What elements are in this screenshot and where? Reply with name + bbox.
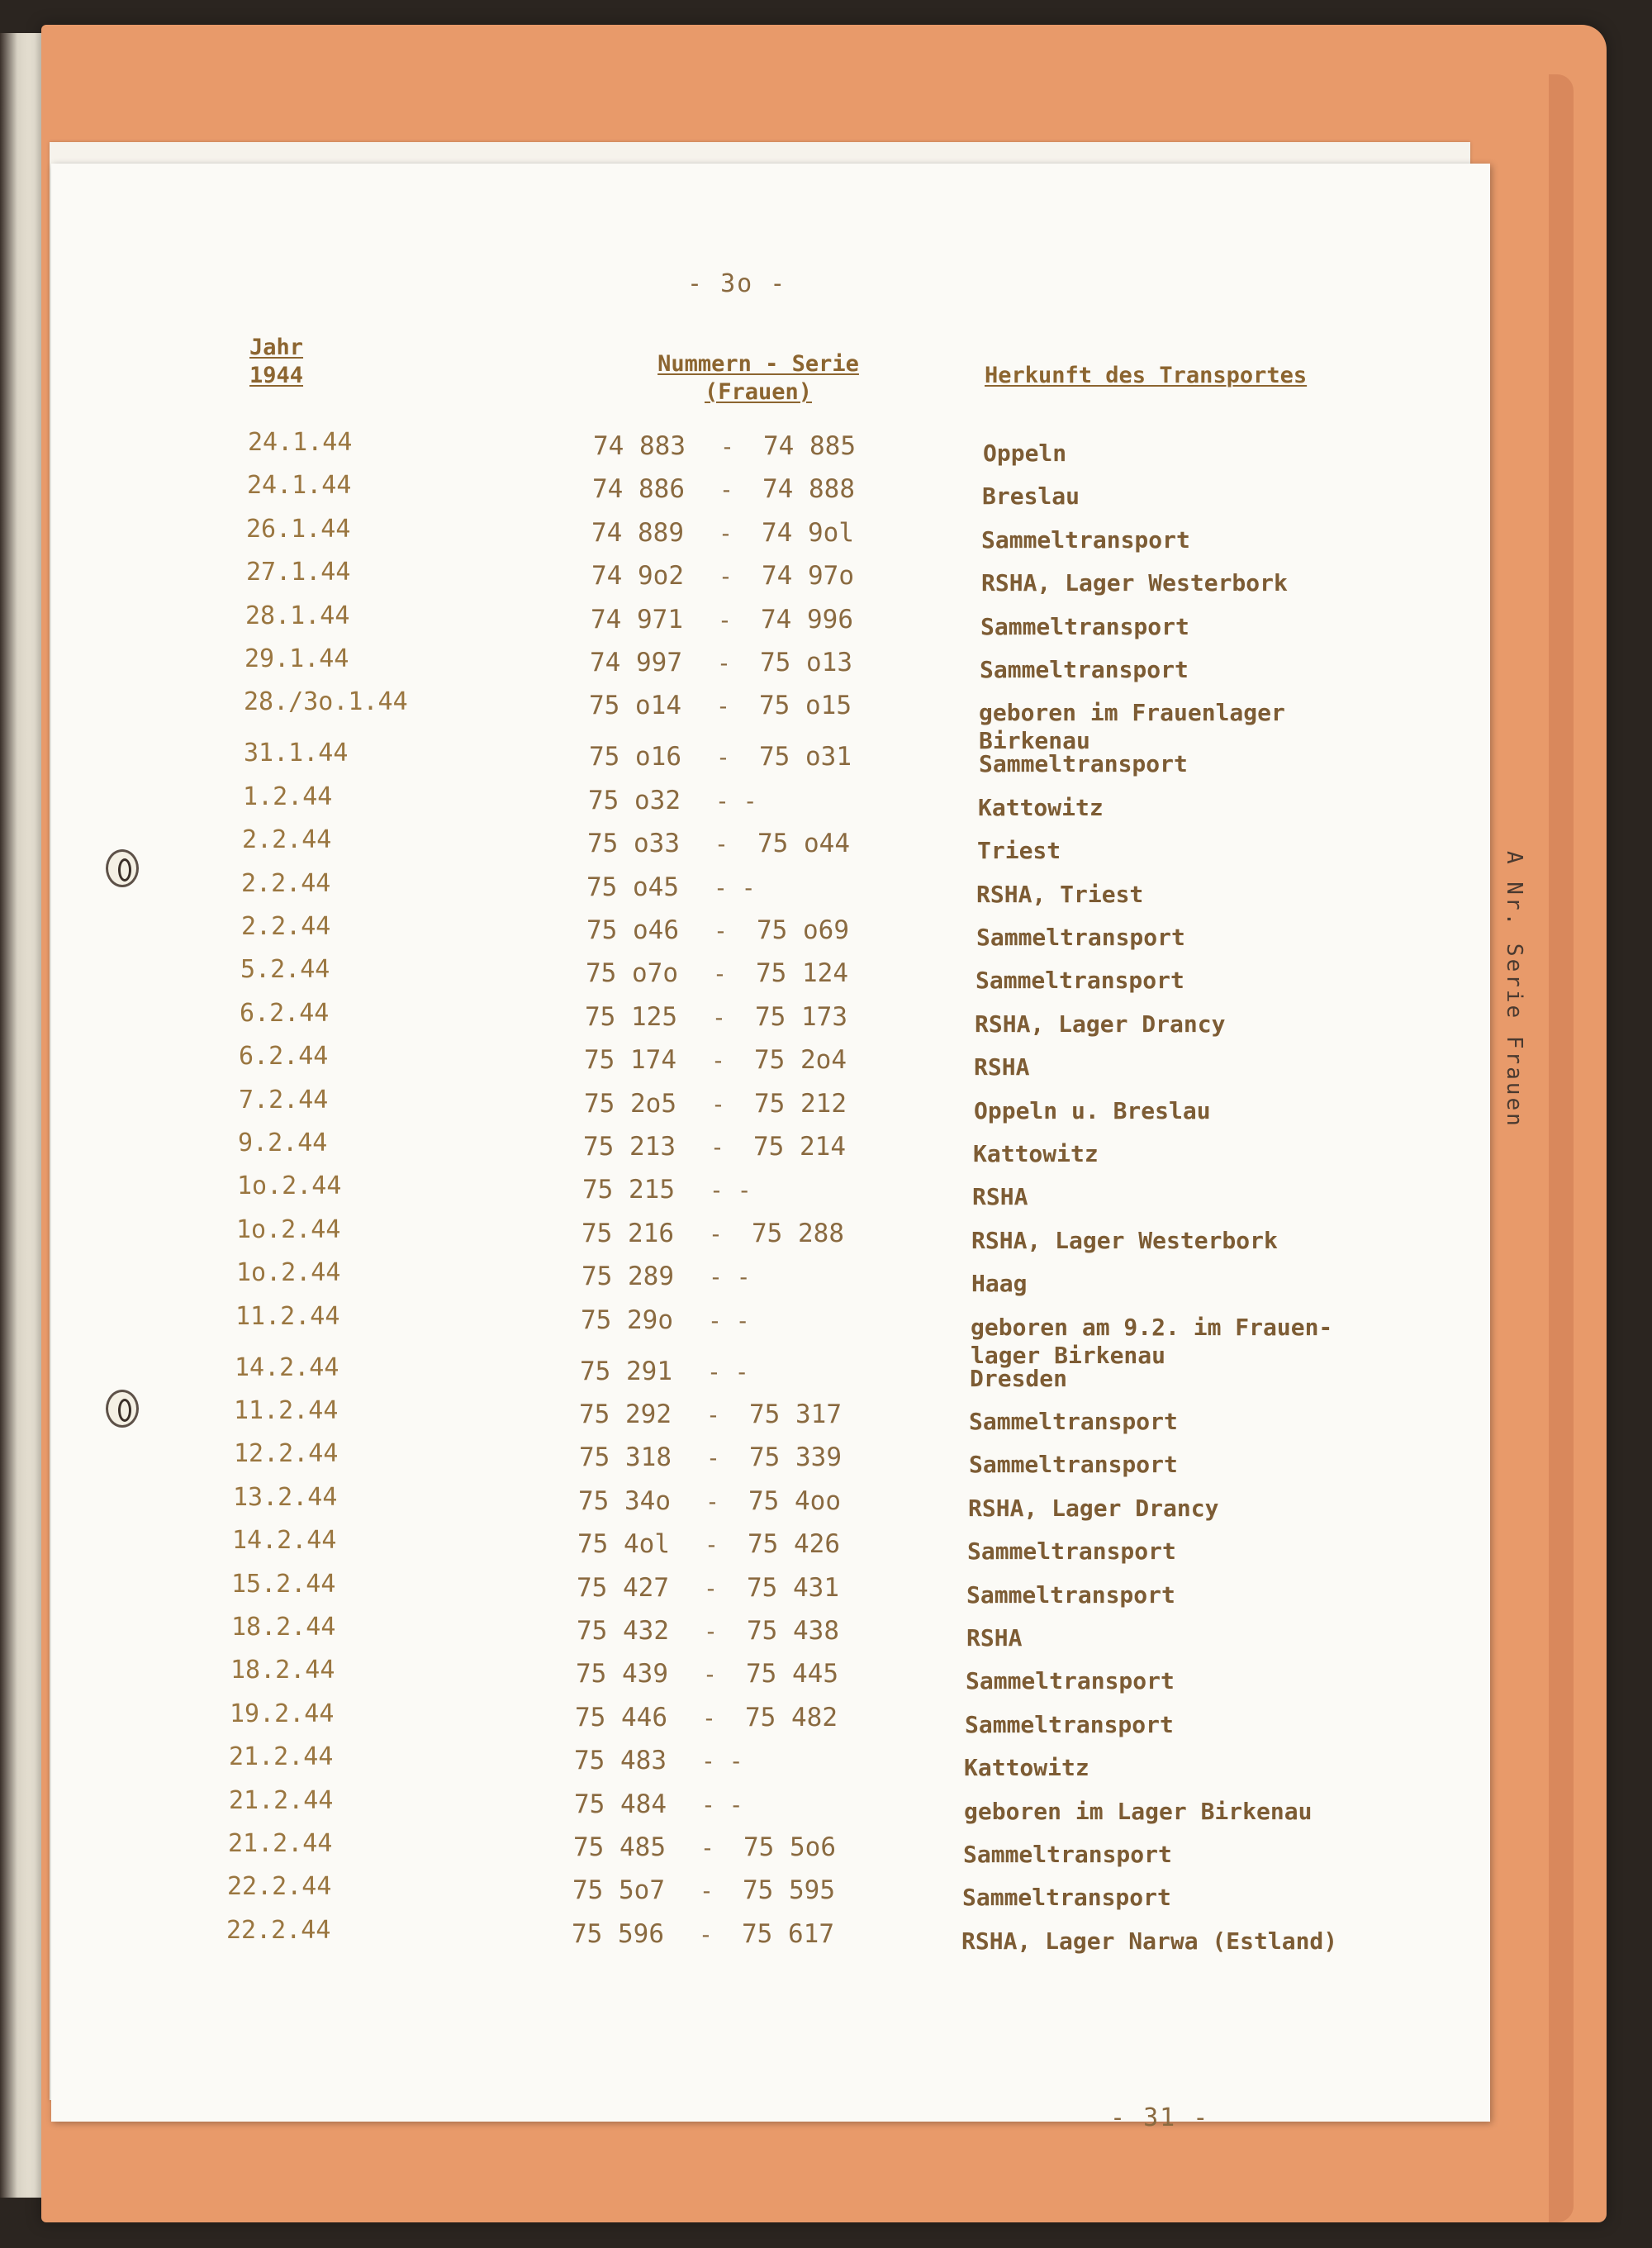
row-number-to: 75 339 [749,1442,842,1473]
row-separator: - [716,744,730,772]
row-number-from: 74 9o2 [591,561,684,592]
table-row [51,1042,1490,1085]
row-number-to: 74 885 [763,431,856,461]
row-date: 27.1.44 [246,558,351,587]
row-number-from: 75 289 [582,1262,674,1292]
row-number-to: 75 431 [747,1572,839,1603]
row-origin: Kattowitz [964,1754,1089,1782]
row-origin: RSHA, Triest [976,880,1144,908]
row-number-from: 75 125 [585,1001,677,1032]
row-separator: - [711,1047,725,1075]
row-date: 22.2.44 [227,1872,332,1902]
row-number-to: 75 288 [752,1218,844,1248]
row-date: 14.2.44 [232,1526,337,1556]
row-number-from: 75 5o7 [572,1875,665,1906]
row-number-from: 75 o46 [586,915,679,945]
header-numbers [626,350,890,406]
row-date: 7.2.44 [239,1085,329,1114]
row-number-from: 75 o7o [586,958,678,989]
row-number-from: 75 34o [578,1485,671,1516]
row-number-from: 75 o14 [589,691,681,721]
row-number-to: 74 9ol [762,517,854,548]
row-date: 26.1.44 [246,514,351,544]
row-number-from: 75 485 [573,1832,666,1862]
folder-edge [1549,74,1574,2222]
row-origin: RSHA, Lager Drancy [975,1010,1226,1038]
header-numbers-line1: Nummern - Serie [657,351,859,377]
table-row [51,825,1490,868]
table-row [51,1396,1490,1439]
row-origin: Sammeltransport [966,1667,1175,1695]
row-number-to: 75 4oo [748,1485,841,1516]
row-separator: - [716,692,730,720]
row-origin: Sammeltransport [969,1408,1178,1435]
table-row [51,1872,1490,1915]
row-origin: Triest [977,837,1061,865]
table-row [51,471,1490,514]
row-number-to: 75 2o4 [754,1045,847,1076]
table-row [51,1570,1490,1613]
row-separator: - - [710,1176,752,1205]
table-row [51,999,1490,1042]
row-number-from: 75 215 [582,1175,675,1205]
table-row [51,1129,1490,1172]
row-separator: - [705,1487,719,1515]
row-origin: Sammeltransport [965,1710,1174,1738]
table-row [51,428,1490,471]
row-separator: - - [714,873,756,901]
row-number-from: 75 o32 [588,785,681,815]
header-origin [985,362,1307,390]
row-date: 2.2.44 [241,868,331,898]
document-page [51,164,1490,2132]
table-row [51,782,1490,825]
row-origin: Sammeltransport [976,967,1184,995]
row-origin: Sammeltransport [969,1451,1178,1479]
row-origin: Oppeln u. Breslau [974,1096,1211,1124]
table-row [51,1353,1490,1396]
header-origin-text: Herkunft des Transportes [985,363,1308,388]
row-origin: RSHA [966,1624,1023,1652]
row-separator: - [714,917,728,944]
row-date: 18.2.44 [231,1613,336,1642]
row-number-from: 74 889 [591,517,684,548]
page-number-top: - 3o - [687,269,787,298]
row-number-to: 75 426 [748,1529,840,1560]
row-number-from: 75 439 [576,1659,668,1690]
row-origin: RSHA, Lager Westerbork [981,569,1288,597]
row-separator: - - [707,1357,749,1385]
row-number-from: 75 29o [581,1305,673,1335]
row-number-from: 75 174 [584,1045,676,1076]
row-number-to: 75 o13 [760,648,852,677]
header-year-line2: 1944 [249,363,304,388]
row-number-from: 75 446 [575,1702,667,1732]
row-date: 29.1.44 [244,644,349,673]
row-separator: - [702,1704,716,1732]
table-row [51,912,1490,955]
row-number-to: 75 212 [754,1088,847,1119]
row-separator: - [714,830,729,858]
row-origin: RSHA, Lager Narwa (Estland) [961,1927,1338,1955]
row-date: 9.2.44 [238,1129,328,1157]
row-date: 11.2.44 [234,1396,339,1425]
row-separator: - [719,476,733,504]
row-origin: Oppeln [983,440,1067,467]
row-number-from: 75 483 [574,1746,667,1776]
table-row [51,1172,1490,1214]
row-origin: Sammeltransport [981,525,1190,554]
row-origin: geboren am 9.2. im Frauen-lager Birkenau [971,1313,1333,1369]
row-separator: - - [708,1306,750,1334]
row-origin: geboren im Frauenlager Birkenau [979,699,1285,755]
table-row [51,1916,1490,1959]
row-number-from: 75 2o5 [584,1088,676,1119]
row-origin: Sammeltransport [966,1580,1175,1609]
row-date: 21.2.44 [228,1829,333,1858]
folder-side-label: A Nr. Serie Frauen [1502,851,1526,1129]
row-origin: RSHA [974,1053,1030,1081]
row-origin: Sammeltransport [979,750,1188,778]
row-number-to: 75 317 [749,1400,842,1429]
table-row [51,1215,1490,1258]
table-row [51,1699,1490,1742]
row-separator: - [704,1618,718,1645]
row-separator: - [709,1219,723,1248]
row-separator: - [705,1531,719,1559]
table-row [51,515,1490,558]
binder-hole-upper [106,849,139,887]
row-date: 18.2.44 [230,1656,335,1685]
row-date: 12.2.44 [234,1439,339,1469]
row-separator: - [712,1003,726,1031]
row-separator: - [700,1877,714,1905]
row-origin: Kattowitz [978,793,1104,821]
row-number-from: 74 997 [590,648,682,677]
table-row [51,1786,1490,1829]
table-row [51,558,1490,601]
row-number-to: 75 214 [753,1132,846,1162]
row-date: 13.2.44 [233,1482,338,1512]
row-separator: - - [715,787,757,815]
row-origin: Kattowitz [973,1140,1099,1167]
page-number-bottom: - 31 - [1110,2103,1210,2132]
row-number-to: 75 5o6 [743,1832,836,1862]
row-origin: RSHA, Lager Westerbork [971,1226,1278,1254]
row-number-to: 74 996 [761,604,853,634]
row-date: 14.2.44 [235,1352,339,1382]
row-number-from: 75 o45 [586,872,679,902]
table-row [51,601,1490,644]
row-origin: Breslau [982,482,1080,511]
row-number-to: 74 888 [762,474,855,505]
row-number-to: 75 o15 [759,691,852,721]
row-number-to: 75 o44 [757,829,850,859]
row-origin: Sammeltransport [962,1884,1171,1912]
table-row [51,739,1490,782]
row-separator: - [710,1134,724,1161]
row-number-from: 75 4ol [577,1529,670,1560]
row-separator: - [703,1661,717,1689]
row-separator: - [706,1444,720,1472]
row-number-from: 75 432 [577,1616,669,1646]
row-origin: RSHA [972,1183,1028,1211]
row-date: 28./3o.1.44 [244,687,408,717]
row-date: 28.1.44 [245,601,350,630]
row-origin: RSHA, Lager Drancy [968,1494,1219,1522]
row-date: 2.2.44 [242,825,332,855]
row-number-to: 75 595 [743,1875,835,1906]
row-separator: - - [701,1747,743,1775]
row-number-from: 75 596 [572,1918,664,1949]
row-separator: - [720,433,734,460]
row-origin: Sammeltransport [963,1841,1172,1868]
header-numbers-line2: (Frauen) [704,379,813,405]
row-origin: geboren im Lager Birkenau [964,1797,1313,1825]
table-row [51,1613,1490,1656]
row-separator: - [713,960,727,988]
row-origin: Sammeltransport [980,656,1189,683]
row-number-to: 75 445 [746,1659,838,1690]
row-date: 6.2.44 [239,1042,329,1072]
row-date: 1.2.44 [243,782,333,811]
row-number-to: 75 o31 [759,742,852,772]
row-number-from: 75 484 [574,1789,667,1819]
table-row [51,1439,1490,1482]
row-number-to: 75 o69 [757,915,849,945]
row-date: 31.1.44 [244,739,349,768]
table-row [51,1483,1490,1526]
row-number-from: 74 886 [592,474,685,505]
header-year-line1: Jahr [249,335,304,360]
table-row [51,955,1490,998]
row-separator: - [719,563,733,591]
table-row [51,1656,1490,1699]
row-number-from: 75 427 [577,1572,669,1603]
row-number-from: 75 291 [580,1356,672,1386]
table-row [51,1829,1490,1872]
row-date: 22.2.44 [226,1915,331,1945]
row-number-from: 74 883 [593,431,686,461]
row-separator: - [706,1401,720,1428]
row-origin: Sammeltransport [976,924,1185,951]
row-date: 1o.2.44 [237,1172,342,1201]
row-separator: - [717,649,731,677]
row-number-from: 74 971 [591,604,683,634]
row-number-to: 74 97o [762,561,854,592]
row-date: 6.2.44 [240,998,330,1028]
row-separator: - - [709,1263,751,1291]
row-separator: - [711,1090,725,1118]
table-row [51,1086,1490,1129]
row-separator: - [719,519,733,547]
row-separator: - [704,1574,718,1602]
row-separator: - [718,606,732,634]
table-row [51,644,1490,687]
row-separator: - [700,1834,714,1861]
table-row [51,869,1490,912]
row-number-from: 75 o33 [587,829,680,859]
row-date: 24.1.44 [247,471,352,501]
row-date: 2.2.44 [241,912,331,941]
row-number-from: 75 318 [579,1442,672,1473]
row-number-to: 75 438 [747,1616,839,1646]
row-number-from: 75 213 [583,1132,676,1162]
row-origin: Sammeltransport [967,1537,1176,1566]
header-year [249,334,303,390]
table-row [51,1742,1490,1785]
row-number-from: 75 292 [579,1400,672,1429]
row-date: 11.2.44 [235,1301,340,1331]
row-number-to: 75 617 [742,1918,834,1949]
row-date: 19.2.44 [230,1699,335,1728]
row-separator: - [699,1920,713,1948]
table-row [51,1258,1490,1301]
row-number-to: 75 482 [745,1702,838,1732]
row-date: 1o.2.44 [236,1214,341,1244]
row-origin: Sammeltransport [980,612,1189,640]
row-origin: Dresden [970,1364,1068,1392]
row-number-to: 75 173 [755,1001,847,1032]
table-row [51,1526,1490,1569]
row-date: 1o.2.44 [236,1258,341,1288]
row-separator: - - [701,1790,743,1818]
row-date: 21.2.44 [229,1742,334,1772]
row-date: 15.2.44 [231,1569,336,1599]
row-date: 24.1.44 [248,428,353,457]
row-number-from: 75 216 [582,1218,674,1248]
binder-hole-lower [106,1390,139,1428]
row-date: 5.2.44 [240,955,330,985]
row-number-from: 75 o16 [589,742,681,772]
row-origin: Haag [971,1270,1028,1298]
row-number-to: 75 124 [756,958,848,989]
row-date: 21.2.44 [229,1785,334,1815]
